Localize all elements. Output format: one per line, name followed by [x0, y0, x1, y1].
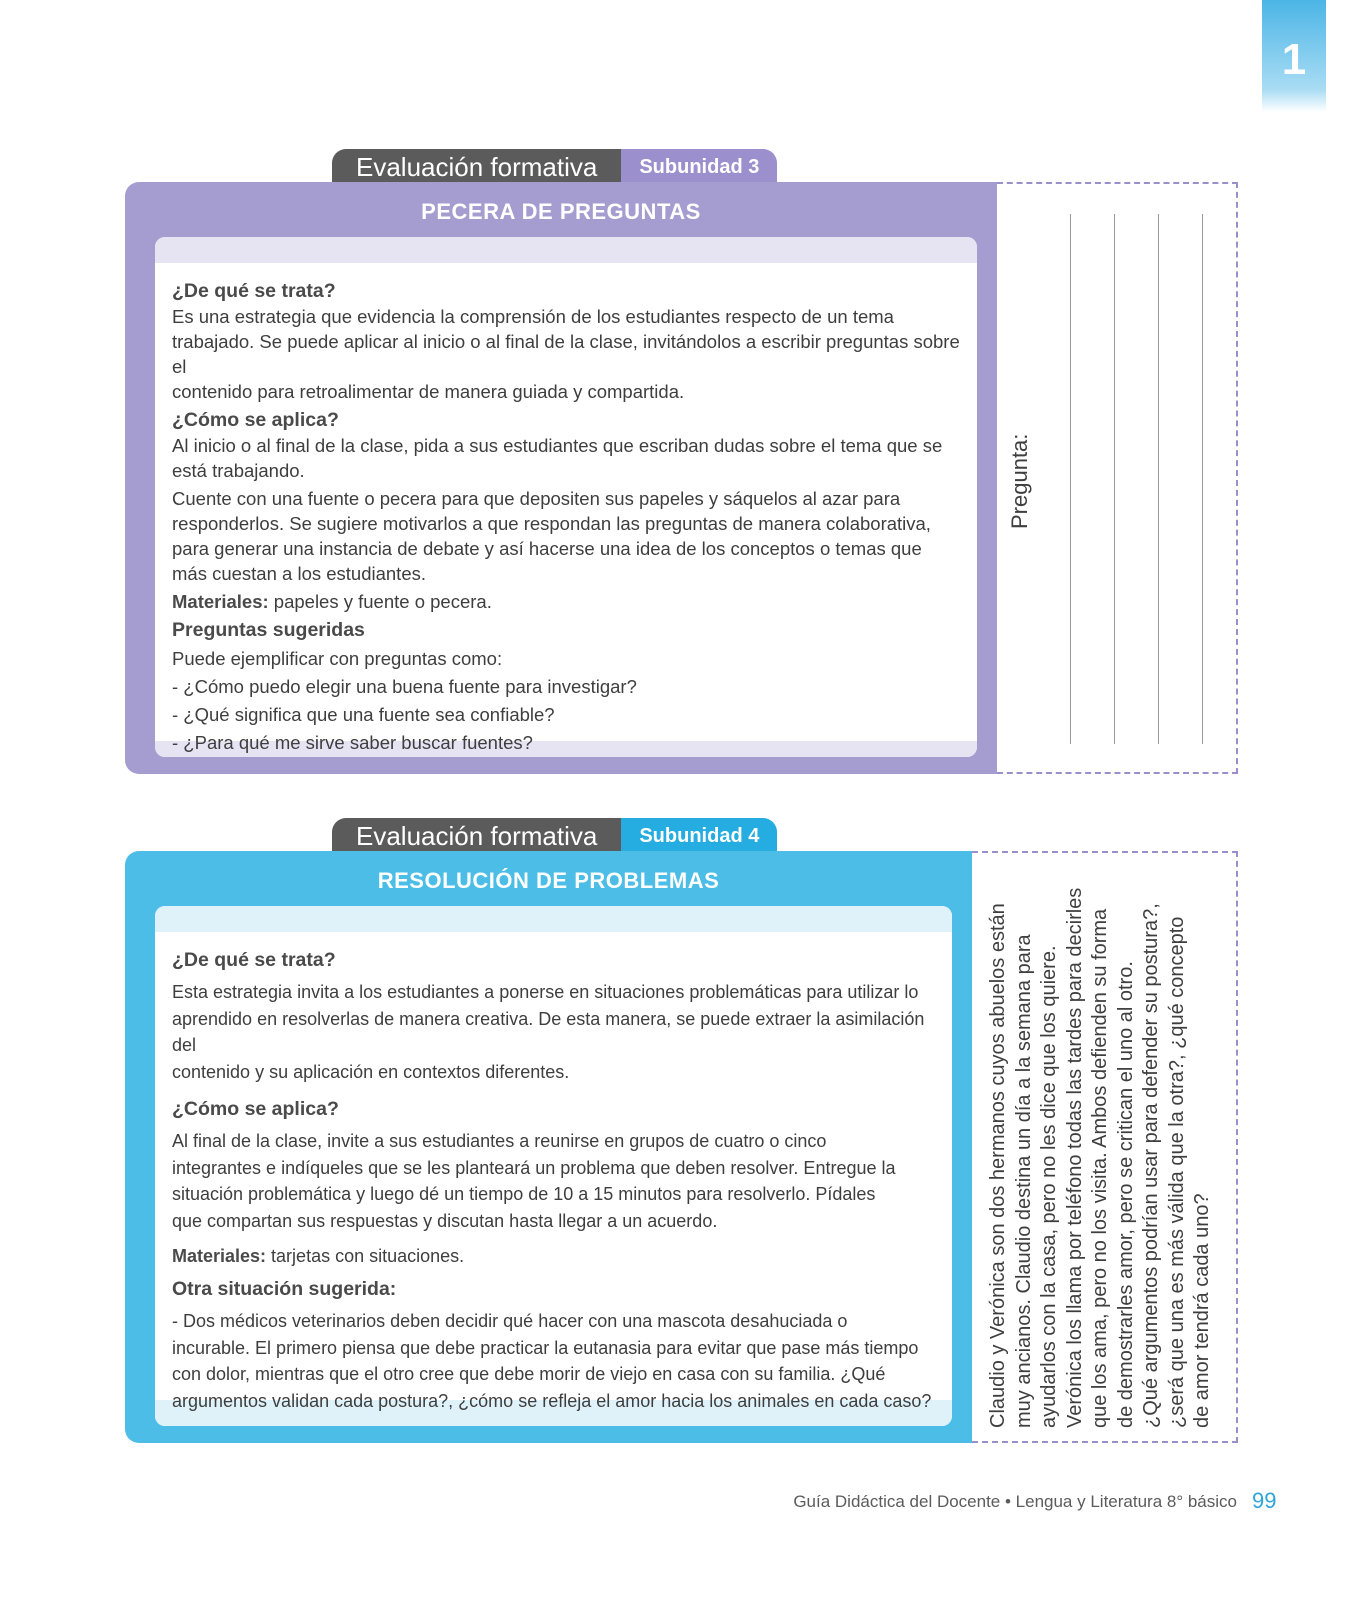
section1-header [332, 149, 777, 182]
writing-line [1158, 214, 1159, 744]
section2-body [172, 944, 947, 1414]
text-line: situación problemática y luego dé un tiempo de 10 a 15 minutos para resolverlo. Pídales [172, 1184, 876, 1204]
section2-header-title: Evaluación formativa [332, 818, 621, 851]
text-line: argumentos validan cada postura?, ¿cómo se refleja el amor hacia los animales en cada caso? [172, 1390, 932, 1411]
text-line: ¿será que una es más válida que la otra?, ¿qué concepto [1165, 916, 1188, 1428]
text-line: Verónica los llama por teléfono todas las tardes para decirles [1063, 887, 1086, 1428]
text-line: Puede ejemplificar con preguntas como: [172, 648, 503, 669]
text-line: Al inicio o al final de la clase, pida a sus estudiantes que escriban dudas sobre el tema que se [172, 435, 943, 456]
text-line: ¿Qué argumentos podrían usar para defender su postura?, [1140, 903, 1162, 1428]
section2-q3: Otra situación sugerida: [172, 1278, 397, 1300]
text-line: Al final de la clase, invite a sus estudiantes a reunirse en grupos de cuatro o cinco [172, 1131, 827, 1151]
section2-cutout-card [972, 851, 1238, 1443]
section1-header-title: Evaluación formativa [332, 149, 621, 182]
section2-materials [172, 1244, 947, 1269]
section2-q1: ¿De qué se trata? [172, 949, 336, 971]
section1-q3: Preguntas sugeridas [172, 619, 365, 641]
pregunta-label: Pregunta: [1007, 433, 1032, 529]
text-line: más cuestan a los estudiantes. [172, 563, 427, 584]
writing-line [1114, 214, 1115, 744]
list-item: - ¿Cómo puedo elegir una buena fuente para investigar? [172, 676, 637, 697]
materials-text: tarjetas con situaciones. [266, 1246, 465, 1266]
text-line: Cuente con una fuente o pecera para que depositen sus papeles y sáquelos al azar para [172, 488, 901, 509]
text-line: de amor tendrá cada uno? [1191, 1193, 1213, 1428]
section1-title: PECERA DE PREGUNTAS [421, 199, 701, 224]
materials-text: papeles y fuente o pecera. [268, 591, 492, 612]
text-line: muy ancianos. Claudio destina un día a la semana para [1012, 934, 1035, 1428]
footer-text: Guía Didáctica del Docente • Lengua y Literatura 8° básico [793, 1492, 1237, 1511]
section1-cutout-card [997, 182, 1238, 774]
list-item: - ¿Qué significa que una fuente sea confiable? [172, 704, 555, 725]
section1-subunit-badge: Subunidad 3 [621, 149, 777, 182]
section2-panel [125, 851, 972, 1443]
text-line: que compartan sus respuestas y discutan hasta llegar a un acuerdo. [172, 1210, 718, 1231]
section2-card [155, 906, 952, 1426]
text-line: incurable. El primero piensa que debe practicar la eutanasia para evitar que pase más tiempo [172, 1337, 919, 1358]
page-number: 99 [1252, 1488, 1277, 1513]
section2-subunit-badge: Subunidad 4 [621, 818, 777, 851]
writing-line [1070, 214, 1071, 744]
section1-q2: ¿Cómo se aplica? [172, 409, 339, 431]
section2-q2: ¿Cómo se aplica? [172, 1098, 339, 1120]
section1-q1: ¿De qué se trata? [172, 280, 336, 302]
section2-header [332, 818, 777, 851]
writing-line [1202, 214, 1203, 744]
text-line: integrantes e indíqueles que se les planteará un problema que deben resolver. Entregue la [172, 1157, 896, 1178]
text-line: ayudarlos con la casa, pero no les dice que los quiere. [1038, 945, 1060, 1428]
text-line: está trabajando. [172, 460, 305, 481]
section1-panel [125, 182, 997, 774]
situation-text [987, 853, 1227, 1443]
text-line: responderlos. Se sugiere motivarlos a que respondan las preguntas de manera colaborativa, [172, 513, 931, 534]
text-line: que los ama, pero no los visita. Ambos defienden su forma [1089, 908, 1111, 1428]
text-line: para generar una instancia de debate y así hacerse una idea de los conceptos o temas que [172, 538, 922, 559]
text-line: de demostrarles amor, pero se critican el uno al otro. [1114, 961, 1137, 1428]
text-line: Claudio y Verónica son dos hermanos cuyos abuelos están [987, 903, 1009, 1428]
text-line: Esta estrategia invita a los estudiantes a ponerse en situaciones problemáticas para utilizar lo [172, 982, 919, 1002]
section1-body [172, 275, 972, 755]
materials-label: Materiales: [172, 591, 269, 612]
text-line: - Dos médicos veterinarios deben decidir qué hacer con una mascota desahuciada o [172, 1311, 848, 1331]
text-line: Es una estrategia que evidencia la comprensión de los estudiantes respecto de un tema [172, 306, 894, 327]
text-line: contenido para retroalimentar de manera guiada y compartida. [172, 381, 685, 402]
section1-materials [172, 589, 972, 614]
section1-card [155, 237, 977, 757]
text-line: aprendido en resolverlas de manera creativa. De esta manera, se puede extraer la asimilación del [172, 1008, 925, 1055]
unit-tab: 1 [1262, 0, 1326, 112]
text-line: con dolor, mientras que el otro cree que debe morir de viejo en casa con su familia. ¿Qué [172, 1364, 886, 1384]
list-item: - ¿Para qué me sirve saber buscar fuentes? [172, 732, 533, 753]
text-line: contenido y su aplicación en contextos diferentes. [172, 1061, 570, 1082]
materials-label: Materiales: [172, 1246, 267, 1266]
section2-title: RESOLUCIÓN DE PROBLEMAS [377, 868, 720, 893]
text-line: trabajado. Se puede aplicar al inicio o al final de la clase, invitándolos a escribir preguntas sobre el [172, 331, 960, 377]
